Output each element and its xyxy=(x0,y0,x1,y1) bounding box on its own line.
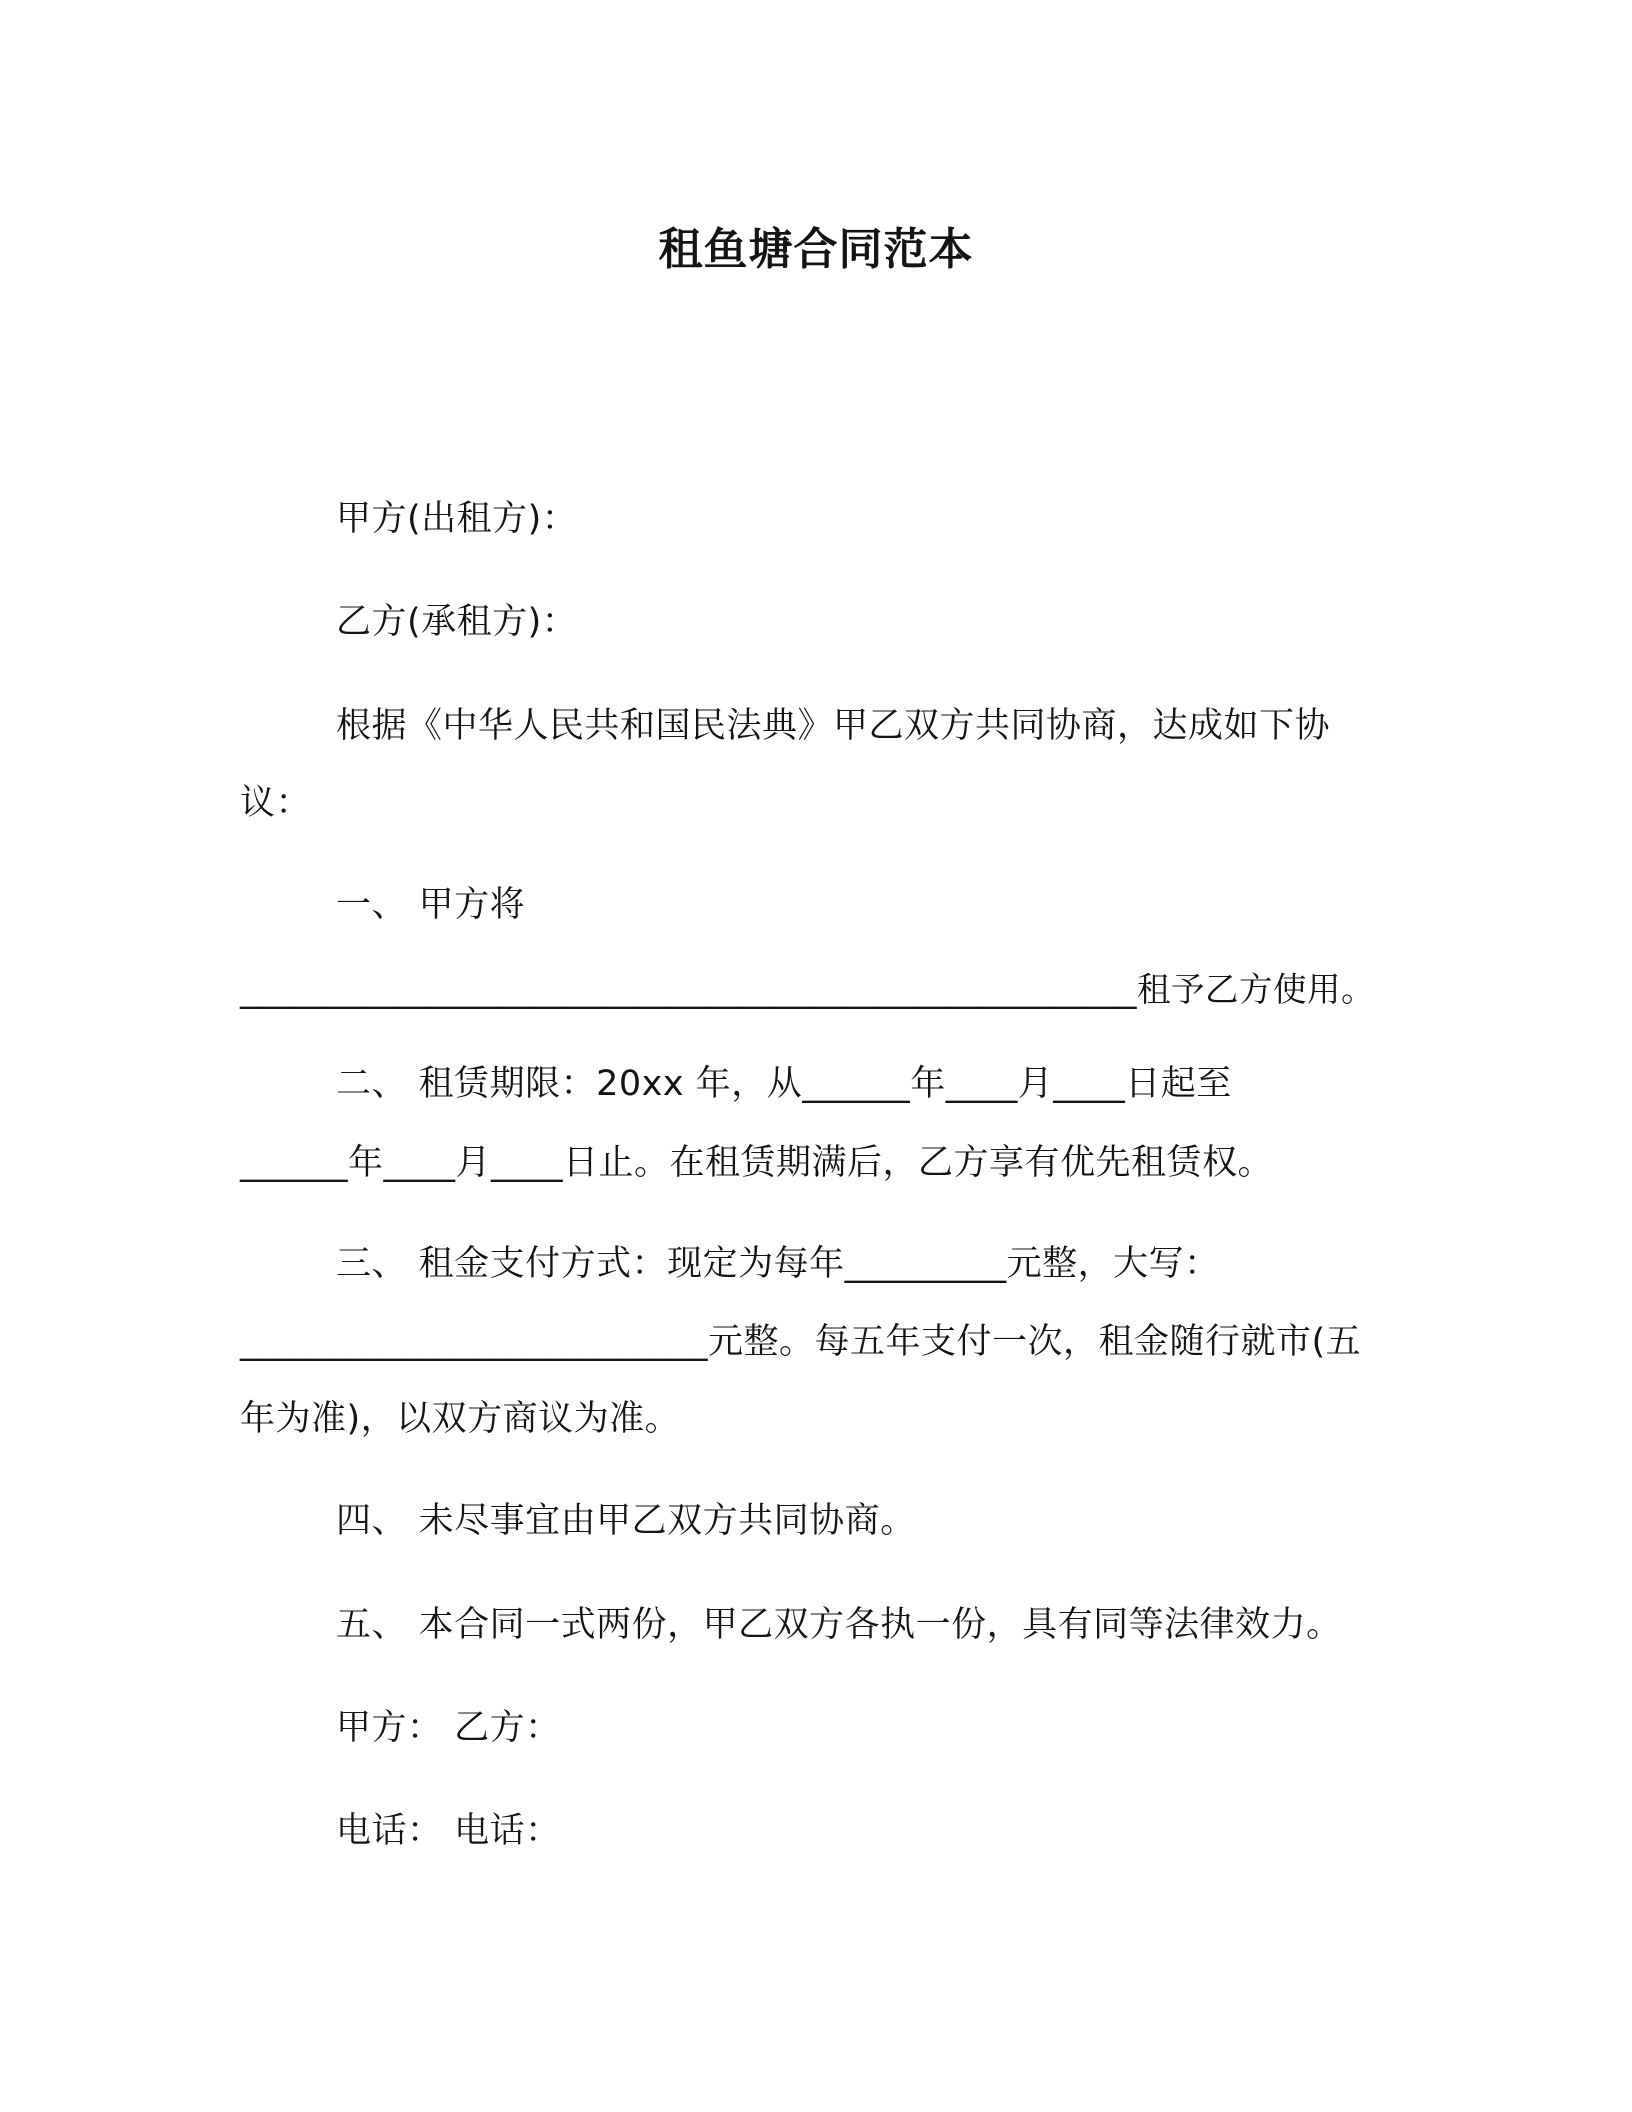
party-b-label: 乙方(承租方)： xyxy=(336,602,578,642)
preamble-line-2: 议： xyxy=(240,783,312,823)
preamble-line-1: 根据《中华人民共和国民法典》甲乙双方共同协商，达成如下协 xyxy=(336,706,1331,746)
clause-2-line-1: 二、 租赁期限：20xx 年，从______年____月____日起至 xyxy=(336,1064,1232,1104)
signature-phones: 电话： 电话： xyxy=(336,1811,561,1851)
clause-3-line-3: 年为准)，以双方商议为准。 xyxy=(240,1399,681,1439)
clause-4: 四、 未尽事宜由甲乙双方共同协商。 xyxy=(336,1501,916,1541)
clause-5: 五、 本合同一式两份，甲乙双方各执一份，具有同等法律效力。 xyxy=(336,1605,1342,1645)
signature-parties: 甲方： 乙方： xyxy=(336,1708,561,1748)
clause-2-line-2: ______年____月____日止。在租赁期满后，乙方享有优先租赁权。 xyxy=(240,1143,1274,1183)
clause-3-line-1: 三、 租金支付方式：现定为每年_________元整，大写： xyxy=(336,1244,1220,1284)
clause-1-line-2: ____________________________________________________租予乙方使用。 xyxy=(240,970,1375,1009)
party-a-label: 甲方(出租方)： xyxy=(336,499,578,539)
clause-3-line-2: __________________________元整。每五年支付一次，租金随行就市(五 xyxy=(240,1322,1362,1362)
document-title: 租鱼塘合同范本 xyxy=(658,224,974,275)
clause-1-line-1: 一、 甲方将 xyxy=(336,885,526,925)
